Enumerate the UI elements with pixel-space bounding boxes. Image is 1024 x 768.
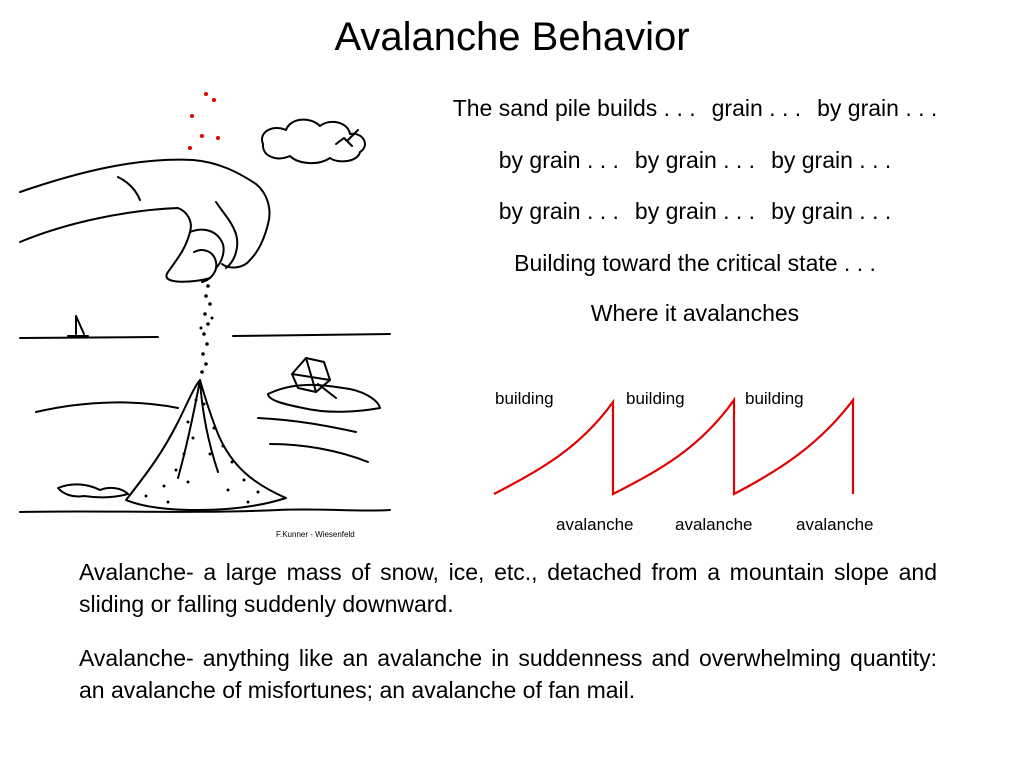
narrative-phrase: by grain . . . [817,95,938,121]
building-label: building [745,389,804,408]
narrative-phrase: by grain . . . [498,198,619,224]
umbrella-icon [292,358,336,398]
narrative-line-4: Building toward the critical state . . . [514,250,876,276]
wrist-lines [118,177,140,200]
narrative-line-2 [370,146,1020,174]
avalanche-label: avalanche [556,515,634,534]
definition-paragraph: Avalanche- a large mass of snow, ice, etc., detached from a mountain slope and sliding or falling suddenly downward. [79,559,937,617]
sand-pile-illustration [18,82,398,542]
shoreline [258,418,356,432]
thumb-outline [216,202,237,268]
sand-pile-ridge [178,380,218,478]
finger-outline [190,230,224,268]
narrative-line-1 [370,94,1020,122]
avalanche-label: avalanche [796,515,874,534]
bird-icon [336,130,358,146]
reclining-figure [58,484,128,497]
cloud-outline [262,120,365,163]
red-sand-grains [188,92,220,150]
sand-pile-outline [126,380,286,510]
narrative-phrase: The sand pile builds . . . [452,95,696,121]
definition-paragraph: Avalanche- anything like an avalanche in suddenness and overwhelming quantity: an avalanche of misfortunes; an avalanche of fan mail. [79,645,937,703]
narrative-line-3 [370,197,1020,225]
narrative-phrase: by grain . . . [771,198,892,224]
illustration-signature: F.Kunner - Wiesenfeld [276,530,355,539]
sailboat-icon [68,316,88,336]
finger-outline [194,250,216,282]
narrative-phrase: by grain . . . [634,147,756,173]
shoreline [270,444,368,462]
arm-lower-outline [20,208,210,282]
narrative-phrase: by grain . . . [771,147,892,173]
sawtooth-line [494,400,853,494]
narrative-line-5: Where it avalanches [590,300,800,326]
shoreline [36,402,178,412]
narrative-phrase: by grain . . . [498,147,619,173]
arm-outline [20,160,270,268]
building-label: building [495,389,554,408]
narrative-phrase: grain . . . [711,95,802,121]
narrative-phrase: by grain . . . [634,198,756,224]
slide-title: Avalanche Behavior [334,15,690,59]
building-label: building [626,389,685,408]
avalanche-label: avalanche [675,515,753,534]
